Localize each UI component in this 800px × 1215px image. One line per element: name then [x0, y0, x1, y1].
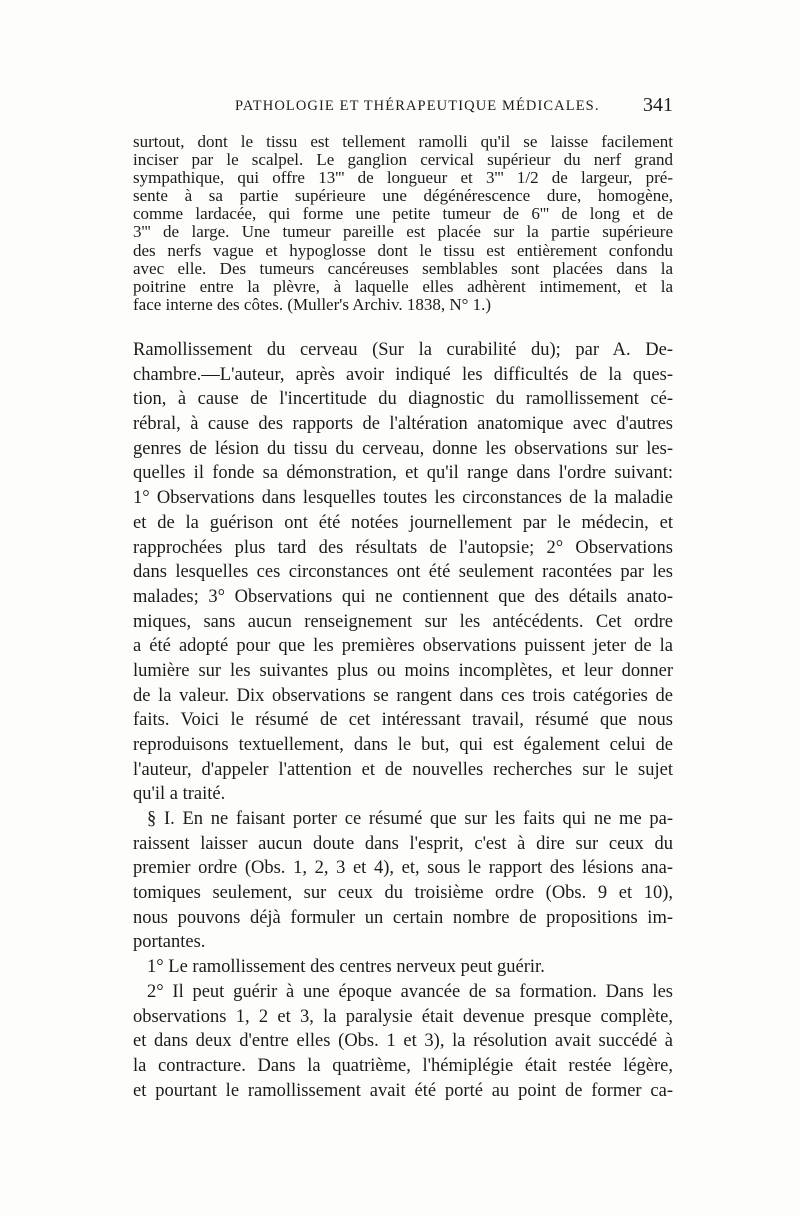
text-line: reproduisons textuellement, dans le but, qui est également celui de: [133, 735, 673, 755]
text-line: rapprochées plus tard des résultats de l'autopsie; 2° Observations: [133, 537, 673, 558]
paragraph-tumeurs: [133, 133, 673, 314]
text-line: miques, sans aucun renseignement sur les antécédents. Cet ordre: [133, 611, 673, 632]
text-line: 1° Le ramollissement des centres nerveux peut guérir.: [147, 957, 545, 977]
text-line: surtout, dont le tissu est tellement ramolli qu'il se laisse facilement: [133, 132, 673, 151]
text-line: avec elle. Des tumeurs cancéreuses semblables sont placées dans la: [133, 258, 673, 278]
text-line: et dans deux d'entre elles (Obs. 1 et 3), la résolution avait succédé à: [133, 1031, 673, 1052]
text-line: la contracture. Dans la quatrième, l'hémiplégie était restée légère,: [133, 1056, 673, 1077]
text-line: quelles il fonde sa démonstration, et qu'il range dans l'ordre suivant:: [133, 463, 673, 484]
page-number: 341: [643, 94, 673, 116]
text-line: portantes.: [133, 932, 206, 953]
text-line: face interne des côtes. (Muller's Archiv. 1838, N° 1.): [133, 294, 492, 314]
text-line: 2° Il peut guérir à une époque avancée de sa formation. Dans les: [147, 982, 673, 1002]
text-line: poitrine entre la plèvre, à laquelle elles adhèrent intimement, et la: [133, 276, 673, 296]
text-line: premier ordre (Obs. 1, 2, 3 et 4), et, sous le rapport des lésions ana-: [133, 858, 673, 879]
text-line: des nerfs vague et hypoglosse dont le tissu est entièrement confondu: [133, 240, 673, 260]
text-line: a été adopté pour que les premières observations puissent jeter de la: [133, 636, 673, 657]
paragraph-ramollissement: [133, 338, 673, 807]
text-line: § I. En ne faisant porter ce résumé que sur les faits qui ne me pa-: [147, 809, 673, 829]
text-line: observations 1, 2 et 3, la paralysie était devenue presque complète,: [133, 1006, 673, 1027]
proposition-two: [133, 980, 673, 1103]
text-line: de la valeur. Dix observations se rangent dans ces trois catégories de: [133, 685, 673, 706]
text-line: 3''' de large. Une tumeur pareille est placée sur la partie supérieure: [133, 222, 673, 242]
text-line: sente à sa partie supérieure une dégénérescence dure, homogène,: [133, 186, 673, 206]
text-line: inciser par le scalpel. Le ganglion cervical supérieur du nerf grand: [133, 150, 673, 170]
text-line: 1° Observations dans lesquelles toutes les circonstances de la maladie: [133, 488, 673, 509]
text-line: qu'il a traité.: [133, 784, 226, 805]
text-line: lumière sur les suivantes plus ou moins incomplètes, et leur donner: [133, 660, 673, 681]
text-line: nous pouvons déjà formuler un certain nombre de propositions im-: [133, 907, 673, 928]
text-line: comme lardacée, qui forme une petite tumeur de 6''' de long et de: [133, 204, 673, 224]
text-line: malades; 3° Observations qui ne contiennent que des détails anato-: [133, 586, 673, 607]
text-line: sympathique, qui offre 13''' de longueur et 3''' 1/2 de largeur, pré-: [133, 168, 673, 188]
text-line: dans lesquelles ces circonstances ont été seulement racontées par les: [133, 562, 673, 583]
paragraph-section-one: [133, 807, 673, 955]
text-line: raissent laisser aucun doute dans l'esprit, c'est à dire sur ceux du: [133, 833, 673, 854]
proposition-one: [133, 955, 673, 980]
text-line: faits. Voici le résumé de cet intéressant travail, résumé que nous: [133, 710, 673, 731]
text-line: et pourtant le ramollissement avait été porté au point de former ca-: [133, 1080, 673, 1101]
text-line: tomiques seulement, sur ceux du troisième ordre (Obs. 9 et 10),: [133, 883, 673, 904]
running-head: [133, 94, 673, 120]
text-line: l'auteur, d'appeler l'attention et de nouvelles recherches sur le sujet: [133, 759, 673, 780]
running-head-title: PATHOLOGIE ET THÉRAPEUTIQUE MÉDICALES.: [235, 98, 600, 114]
text-line: genres de lésion du tissu du cerveau, donne les observations sur les-: [133, 438, 673, 459]
text-line: et de la guérison ont été notées journellement par le médecin, et: [133, 512, 673, 533]
text-line: rébral, à cause des rapports de l'altération anatomique avec d'autres: [133, 414, 673, 435]
text-line: chambre.—L'auteur, après avoir indiqué les difficultés de la ques-: [133, 364, 673, 385]
article-heading-line: Ramollissement du cerveau (Sur la curabilité du); par A. De-: [133, 340, 673, 360]
text-line: tion, à cause de l'incertitude du diagnostic du ramollissement cé-: [133, 389, 673, 410]
